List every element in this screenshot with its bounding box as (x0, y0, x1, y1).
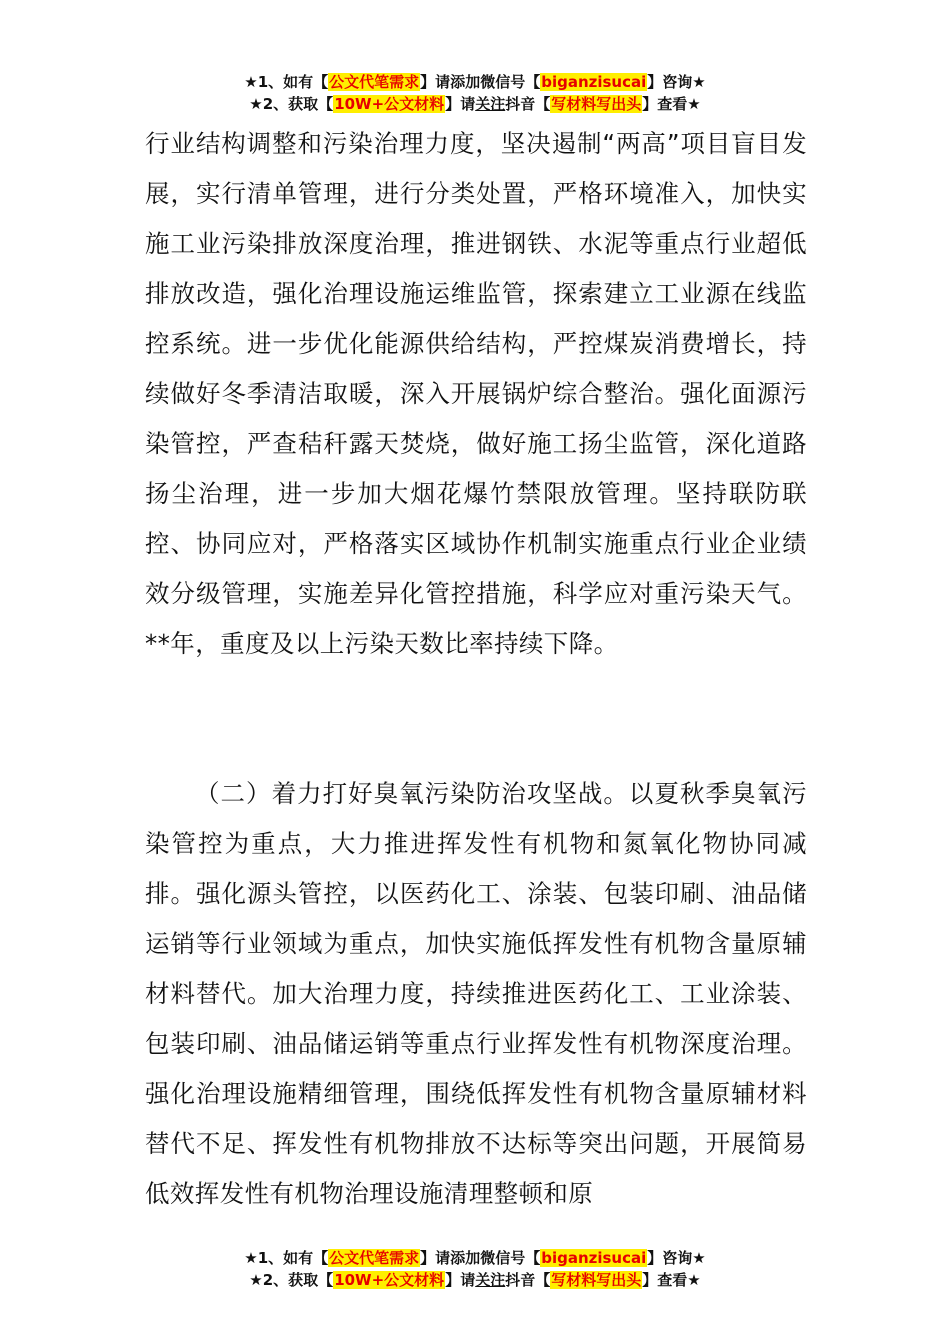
banner-text: 微信号【 (480, 73, 541, 91)
banner-highlight: biganzisucai (541, 73, 647, 91)
banner-text: 】咨询★ (647, 1249, 706, 1267)
banner-text: ★2、获取【 (249, 95, 334, 113)
banner-text: ★2、获取【 (249, 1271, 334, 1289)
banner-text: 】咨询★ (647, 73, 706, 91)
header-banner (0, 71, 950, 115)
footer-banner (0, 1247, 950, 1291)
banner-text: 抖音【 (505, 1271, 551, 1289)
banner-emphasis: 关注 (475, 95, 506, 113)
banner-text: ★1、如有【 (244, 1249, 329, 1267)
body-paragraph-2 (145, 769, 807, 1219)
banner-text: ★1、如有【 (244, 73, 329, 91)
banner-highlight: biganzisucai (541, 1249, 647, 1267)
banner-line-2 (0, 1269, 950, 1291)
banner-text: 微信号【 (480, 1249, 541, 1267)
paragraph-text: 行业结构调整和污染治理力度，坚决遏制“两高”项目盲目发展，实行清单管理，进行分类处置，严格环境准入，加快实施工业污染排放深度治理，推进钢铁、水泥等重点行业超低排放改造，强化治理设施运维监管，探索建立工业源在线监控系统。进一步优化能源供给结构，严控煤炭消费增长，持续做好冬季清洁取暖，深入开展锅炉综合整治。强化面源污染管控，严查秸秆露天焚烧，做好施工扬尘监管，深化道路扬尘治理，进一步加大烟花爆竹禁限放管理。坚持联防联控、协同应对，严格落实区域协作机制实施重点行业企业绩效分级管理，实施差异化管控措施，科学应对重污染天气。**年，重度及以上污染天数比率持续下降。 (145, 129, 807, 658)
banner-text: 】查看★ (642, 95, 701, 113)
banner-text: 】查看★ (642, 1271, 701, 1289)
banner-highlight: 公文代笔需求 (329, 73, 420, 91)
banner-text: 】请添 (420, 73, 466, 91)
banner-text: 抖音【 (505, 95, 551, 113)
banner-line-1 (0, 1247, 950, 1269)
banner-line-2 (0, 93, 950, 115)
paragraph-text: （二）着力打好臭氧污染防治攻坚战。以夏秋季臭氧污染管控为重点，大力推进挥发性有机物和氮氧化物协同减排。强化源头管控，以医药化工、涂装、包装印刷、油品储运销等行业领域为重点，加快实施低挥发性有机物含量原辅材料替代。加大治理力度，持续推进医药化工、工业涂装、包装印刷、油品储运销等重点行业挥发性有机物深度治理。强化治理设施精细管理，围绕低挥发性有机物含量原辅材料替代不足、挥发性有机物排放不达标等突出问题，开展简易低效挥发性有机物治理设施清理整顿和原 (145, 779, 807, 1208)
banner-emphasis: 加 (465, 73, 481, 91)
banner-highlight: 写材料写出头 (551, 1271, 642, 1289)
body-paragraph-1 (145, 119, 807, 669)
banner-highlight: 10W+公文材料 (334, 95, 445, 113)
banner-highlight: 10W+公文材料 (334, 1271, 445, 1289)
banner-highlight: 公文代笔需求 (329, 1249, 420, 1267)
banner-highlight: 写材料写出头 (551, 95, 642, 113)
banner-text: 】请 (445, 1271, 476, 1289)
banner-text: 】请 (445, 95, 476, 113)
banner-line-1 (0, 71, 950, 93)
banner-emphasis: 加 (465, 1249, 481, 1267)
banner-text: 】请添 (420, 1249, 466, 1267)
banner-emphasis: 关注 (475, 1271, 506, 1289)
